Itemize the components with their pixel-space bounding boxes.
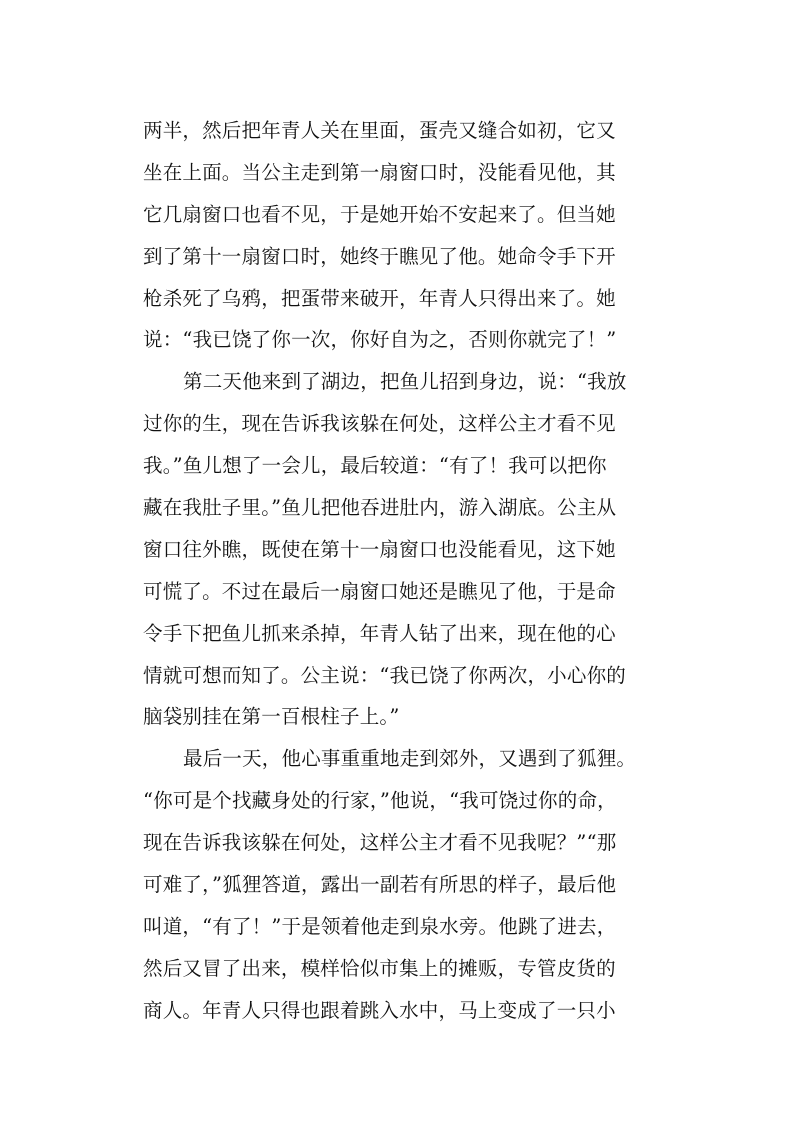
text-line: 现在告诉我该躲在何处，这样公主才看不见我呢？”“那 <box>143 831 617 855</box>
text-line: 说：“我已饶了你一次，你好自为之，否则你就完了！” <box>143 328 617 352</box>
text-line: 枪杀死了乌鸦，把蛋带来破开，年青人只得出来了。她 <box>143 286 616 310</box>
text-line: 商人。年青人只得也跟着跳入水中，马上变成了一只小 <box>143 998 616 1022</box>
text-line: 藏在我肚子里。”鱼儿把他吞进肚内，游入湖底。公主从 <box>143 496 617 520</box>
text-line: 坐在上面。当公主走到第一扇窗口时，没能看见他，其 <box>143 160 616 184</box>
text-line: 脑袋别挂在第一百根柱子上。” <box>143 705 400 729</box>
paragraph-start-line: 第二天他来到了湖边，把鱼儿招到身边，说：“我放 <box>183 370 627 394</box>
text-line: 然后又冒了出来，模样恰似市集上的摊贩，专管皮货的 <box>143 956 616 980</box>
text-line: 窗口往外瞧，既使在第十一扇窗口也没能看见，这下她 <box>143 537 616 561</box>
text-line: 叫道，“有了！”于是领着他走到泉水旁。他跳了进去， <box>143 914 617 938</box>
text-line: 情就可想而知了。公主说：“我已饶了你两次，小心你的 <box>143 663 626 687</box>
text-line: 可难了，”狐狸答道，露出一副若有所思的样子，最后他 <box>143 873 617 897</box>
text-line: 可慌了。不过在最后一扇窗口她还是瞧见了他，于是命 <box>143 579 616 603</box>
text-line: 我。”鱼儿想了一会儿，最后较道：“有了！我可以把你 <box>143 454 607 478</box>
text-line: 它几扇窗口也看不见，于是她开始不安起来了。但当她 <box>143 202 616 226</box>
story-text <box>143 110 673 1032</box>
text-line: “你可是个找藏身处的行家，”他说，“我可饶过你的命， <box>143 789 617 813</box>
paragraph-start-line: 最后一天，他心事重重地走到郊外，又遇到了狐狸。 <box>183 747 637 771</box>
text-line: 到了第十一扇窗口时，她终于瞧见了他。她命令手下开 <box>143 244 616 268</box>
text-line: 两半，然后把年青人关在里面，蛋壳又缝合如初，它又 <box>143 119 616 142</box>
text-line: 过你的生，现在告诉我该躲在何处，这样公主才看不见 <box>143 412 616 436</box>
text-line: 令手下把鱼儿抓来杀掉，年青人钻了出来，现在他的心 <box>143 621 616 645</box>
